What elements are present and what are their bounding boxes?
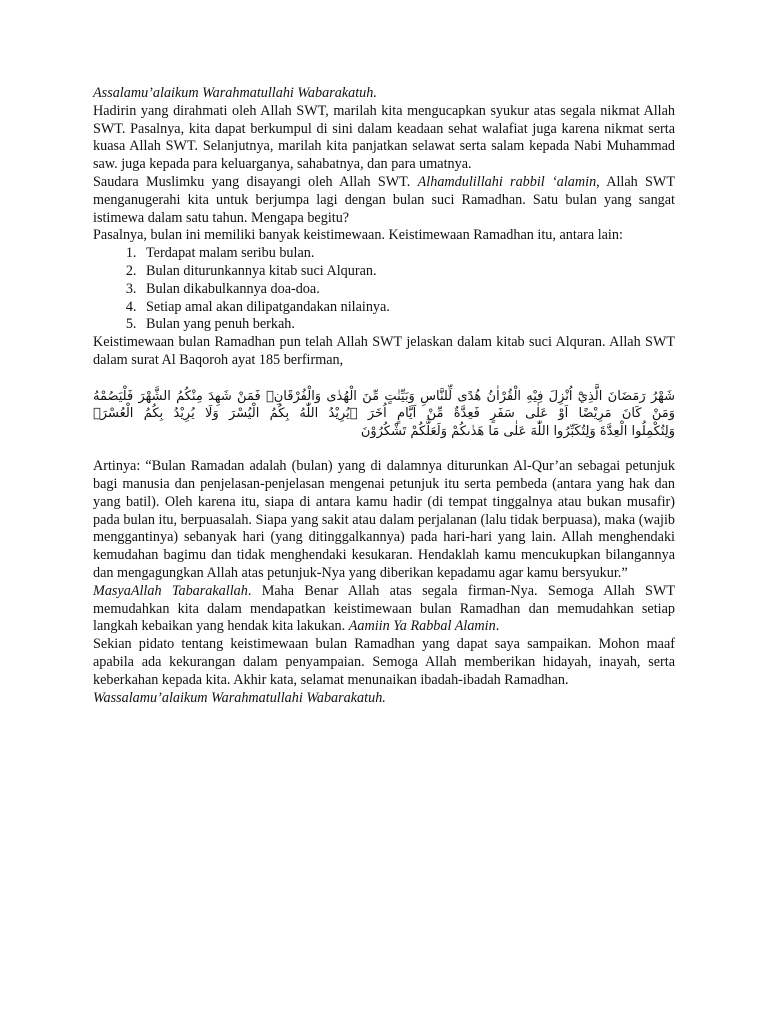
- quran-verse: [93, 388, 675, 441]
- arabic-line-3: وَلِتُكْمِلُوا الْعِدَّةَ وَلِتُكَبِّرُوا اللّٰهَ عَلٰى مَا هَدٰىكُمْ وَلَعَلَّكُمْ تَشْكُرُوْنَ: [360, 423, 675, 439]
- paragraph-6-period: .: [495, 618, 500, 635]
- paragraph-3: Pasalnya, bulan ini memiliki banyak keistimewaan. Keistimewaan Ramadhan itu, antara lain:: [93, 227, 623, 244]
- document-page: [93, 85, 675, 707]
- translation-paragraph: Artinya: “Bulan Ramadan adalah (bulan) yang di dalamnya diturunkan Al-Qur’an sebagai petunjuk bagi manusia dan penjelasan-penjelasan mengenai petunjuk itu serta pembeda (antara yang hak dan yang batil). Oleh karena itu, siapa di antara kamu hadir (di tempat tinggalnya atau bukan musafir) pada bulan itu, berpuasalah. Siapa yang sakit atau dalam perjalanan (lalu tidak berpuasa), maka (wajib menggantinya) sebanyak hari (yang ditinggalkannya) pada hari-hari yang lain. Allah menghendaki kemudahan bagimu dan tidak menghendaki kesukaran. Hendaklah kamu mencukupkan bilangannya dan mengagungkan Allah atas petunjuk-Nya yang diberikan kepadamu agar kamu bersyukur.”: [93, 458, 675, 582]
- paragraph-2-start: Saudara Muslimku yang disayangi oleh Allah SWT.: [93, 173, 418, 190]
- paragraph-6-italic-start: MasyaAllah Tabarakallah: [93, 582, 248, 599]
- list-item: 5. Bulan yang penuh berkah.: [140, 316, 675, 334]
- paragraph-4: Keistimewaan bulan Ramadhan pun telah Allah SWT jelaskan dalam kitab suci Alquran. Allah SWT dalam surat Al Baqoroh ayat 185 berfirman,: [93, 334, 675, 368]
- paragraph-2-italic: Alhamdulillahi rabbil ‘alamin: [417, 173, 597, 190]
- list-item: 3. Bulan dikabulkannya doa-doa.: [140, 281, 675, 299]
- arabic-line-2: وَمَنْ كَانَ مَرِيْضًا اَوْ عَلٰى سَفَرٍ فَعِدَّةٌ مِّنْ اَيَّامٍ اُخَرَ ۗيُرِيْدُ اللّٰهُ بِكُمُ الْيُسْرَ وَلَا يُرِيْدُ بِكُمُ الْعُسْرَۖ: [93, 406, 675, 422]
- paragraph-2: [93, 174, 675, 227]
- opening-greeting: Assalamu’alaikum Warahmatullahi Wabarakatuh.: [93, 85, 377, 101]
- virtues-list: [93, 245, 675, 334]
- list-item: 1. Terdapat malam seribu bulan.: [140, 245, 675, 263]
- paragraph-7: Sekian pidato tentang keistimewaan bulan Ramadhan yang dapat saya sampaikan. Mohon maaf apabila ada kekurangan dalam penyampaian. Semoga Allah memberikan hidayah, inayah, serta keberkahan kepada kita. Akhir kata, selamat menunaikan ibadah-ibadah Ramadhan.: [93, 636, 675, 688]
- arabic-line-1: شَهْرُ رَمَضَانَ الَّذِيْٓ اُنْزِلَ فِيْهِ الْقُرْاٰنُ هُدًى لِّلنَّاسِ وَبَيِّنٰتٍ مِّنَ الْهُدٰى وَالْفُرْقَانِۚ فَمَنْ شَهِدَ مِنْكُمُ الشَّهْرَ فَلْيَصُمْهُ: [93, 388, 675, 404]
- paragraph-2-end: , Allah SWT menganugerahi kita untuk berjumpa lagi dengan bulan suci Ramadhan. Satu bulan yang sangat istimewa dalam satu tahun. Mengapa begitu?: [93, 173, 675, 226]
- paragraph-1: Hadirin yang dirahmati oleh Allah SWT, marilah kita mengucapkan syukur atas segala nikmat Allah SWT. Pasalnya, kita dapat berkumpul di sini dalam keadaan sehat walafiat juga karena nikmat serta kuasa Allah SWT. Selanjutnya, marilah kita panjatkan selawat serta salam kepada Nabi Muhammad saw. juga kepada para keluarganya, sahabatnya, dan para umatnya.: [93, 102, 675, 173]
- list-item: 2. Bulan diturunkannya kitab suci Alquran.: [140, 263, 675, 281]
- paragraph-6: [93, 583, 675, 636]
- list-item: 4. Setiap amal akan dilipatgandakan nilainya.: [140, 299, 675, 317]
- paragraph-6-body: . Maha Benar Allah atas segala firman-Nya. Semoga Allah SWT memudahkan kita dalam mendapatkan keistimewaan bulan Ramadhan dan memudahkan setiap langkah kebaikan yang hendak kita lakukan.: [93, 582, 675, 635]
- closing-greeting: Wassalamu’alaikum Warahmatullahi Wabarakatuh.: [93, 689, 386, 706]
- paragraph-6-italic-end: Aamiin Ya Rabbal Alamin: [348, 618, 496, 635]
